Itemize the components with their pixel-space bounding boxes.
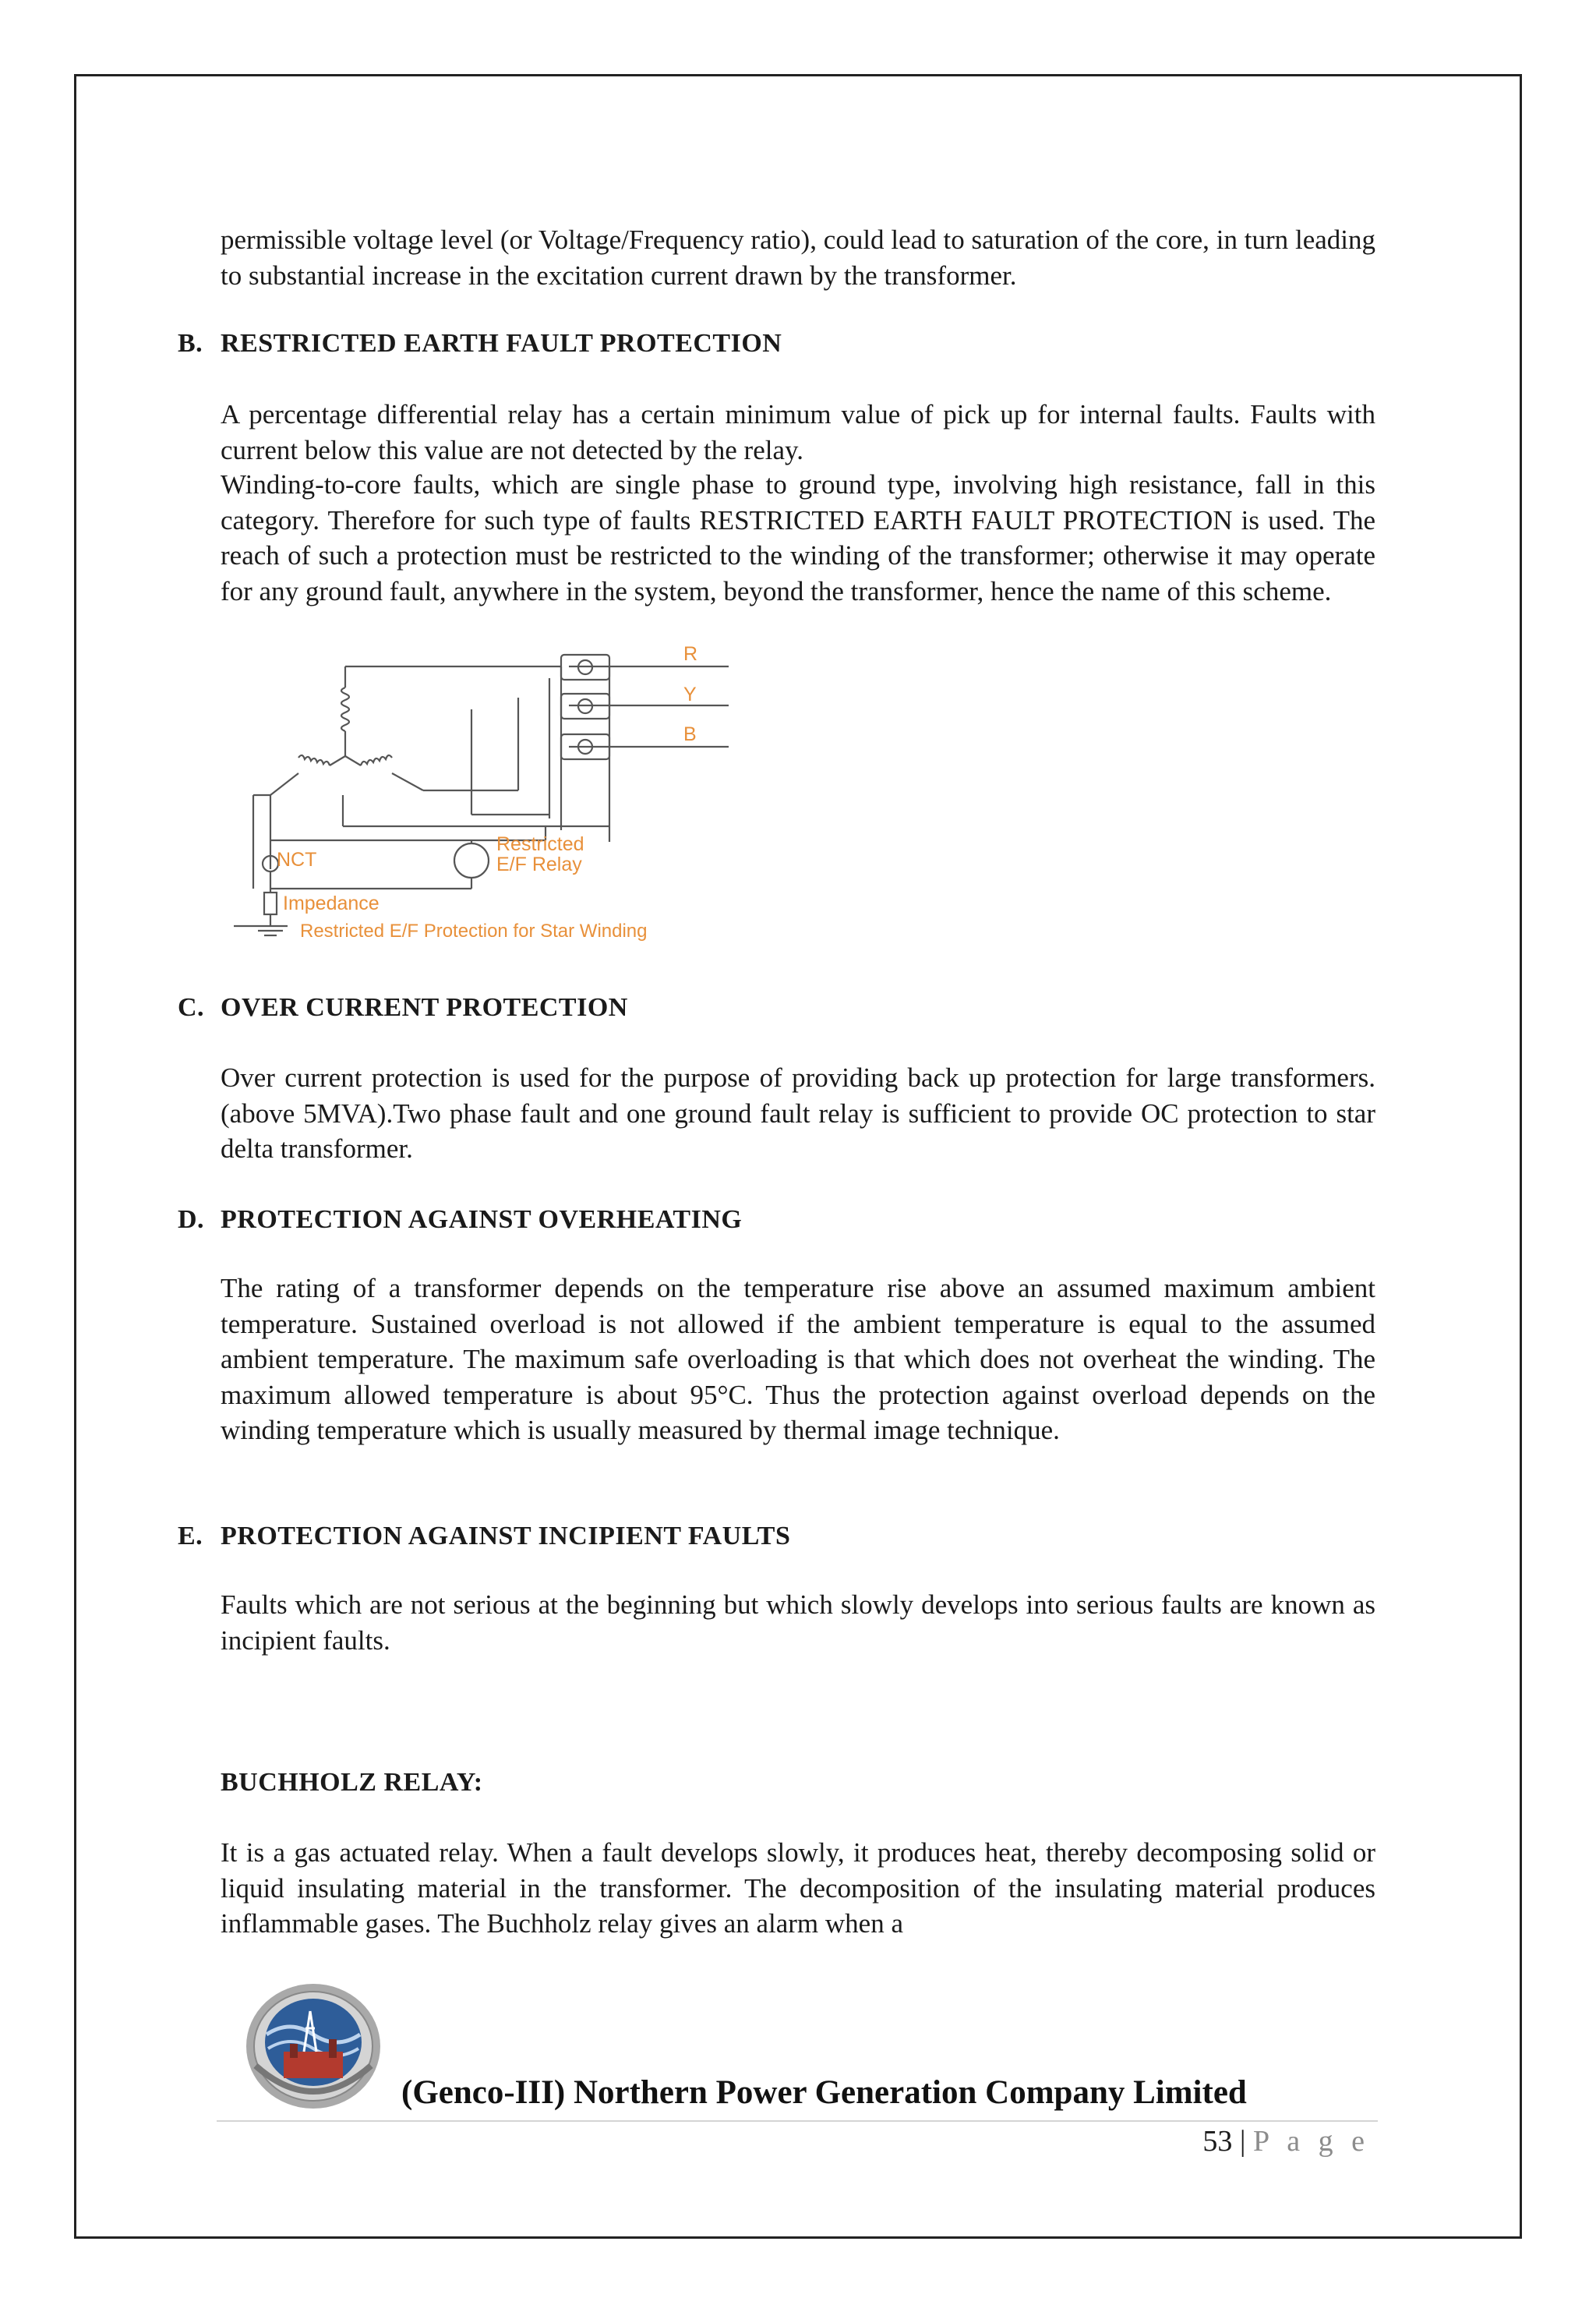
section-b-paragraph-1: A percentage differential relay has a certain minimum value of pick up for internal faults. Faults with current below this value are not detected by the relay. (221, 399, 1375, 465)
page-number-separator: | (1239, 2125, 1246, 2158)
section-letter: C. (178, 993, 205, 1022)
star-winding-coil-vertical (341, 688, 349, 731)
star-winding-coil-right (361, 755, 392, 765)
buchholz-heading: BUCHHOLZ RELAY: (221, 1768, 483, 1797)
footer-divider (217, 2120, 1378, 2122)
section-c-paragraph: Over current protection is used for the purpose of providing back up protection for large transformers. (above 5MVA).Two phase fault and one ground fault relay is sufficient to provide OC protection to star delta transformer. (221, 1062, 1375, 1164)
section-b-paragraph-2: Winding-to-core faults, which are single phase to ground type, involving high resistance, fall in this category. Therefore for such type of faults RESTRICTED EARTH FAULT PROTECTION is used. The reach of such a protection must be restricted to the winding of the transformer; otherwise it may operate for any ground fault, anywhere in the system, beyond the transformer, hence the name of this scheme. (221, 469, 1375, 606)
star-winding-coil-left (298, 755, 330, 765)
section-title: PROTECTION AGAINST OVERHEATING (221, 1205, 743, 1234)
footer-company-name: (Genco-III) Northern Power Generation Company Limited (401, 2074, 1247, 2111)
relay-label-line2: E/F Relay (496, 854, 582, 875)
phase-r-label: R (683, 643, 698, 665)
impedance-icon (264, 893, 277, 914)
section-title: RESTRICTED EARTH FAULT PROTECTION (221, 329, 782, 358)
buchholz-paragraph: It is a gas actuated relay. When a fault develops slowly, it produces heat, thereby decomposing solid or liquid insulating material in the transformer. The decomposition of the insulating material produces inflammable gases. The Buchholz relay gives an alarm when a (221, 1837, 1375, 1939)
company-logo (243, 1980, 383, 2112)
page-number-value: 53 (1202, 2125, 1233, 2158)
section-d-paragraph: The rating of a transformer depends on the temperature rise above an assumed maximum ambient temperature. Sustained overload is not allowed if the ambient temperature is equal to the assumed ambient temperature. The maximum safe overloading is that which does not overheat the winding. The maximum allowed temperature is about 95°C. Thus the protection against overload depends on the winding temperature which is usually measured by thermal image technique. (221, 1273, 1375, 1445)
nct-label: NCT (277, 849, 317, 871)
phase-y-label: Y (683, 684, 697, 705)
section-letter: B. (178, 329, 203, 358)
phase-b-label: B (683, 723, 697, 745)
section-title: PROTECTION AGAINST INCIPIENT FAULTS (221, 1522, 791, 1550)
ef-relay-icon (454, 843, 489, 878)
section-e-paragraph: Faults which are not serious at the beginning but which slowly develops into serious faults are known as incipient faults. (221, 1589, 1375, 1656)
page-label: P a g e (1253, 2125, 1370, 2158)
impedance-label: Impedance (283, 893, 380, 914)
page-number (1202, 2124, 1370, 2158)
diagram-caption: Restricted E/F Protection for Star Winding (300, 921, 648, 942)
section-letter: D. (178, 1205, 205, 1234)
section-title: OVER CURRENT PROTECTION (221, 993, 628, 1022)
intro-paragraph: permissible voltage level (or Voltage/Frequency ratio), could lead to saturation of the core, in turn leading to substantial increase in the excitation current drawn by the transformer. (221, 224, 1375, 291)
section-letter: E. (178, 1522, 203, 1550)
relay-label-line1: Restricted (496, 833, 584, 855)
restricted-earth-fault-diagram (222, 639, 736, 947)
